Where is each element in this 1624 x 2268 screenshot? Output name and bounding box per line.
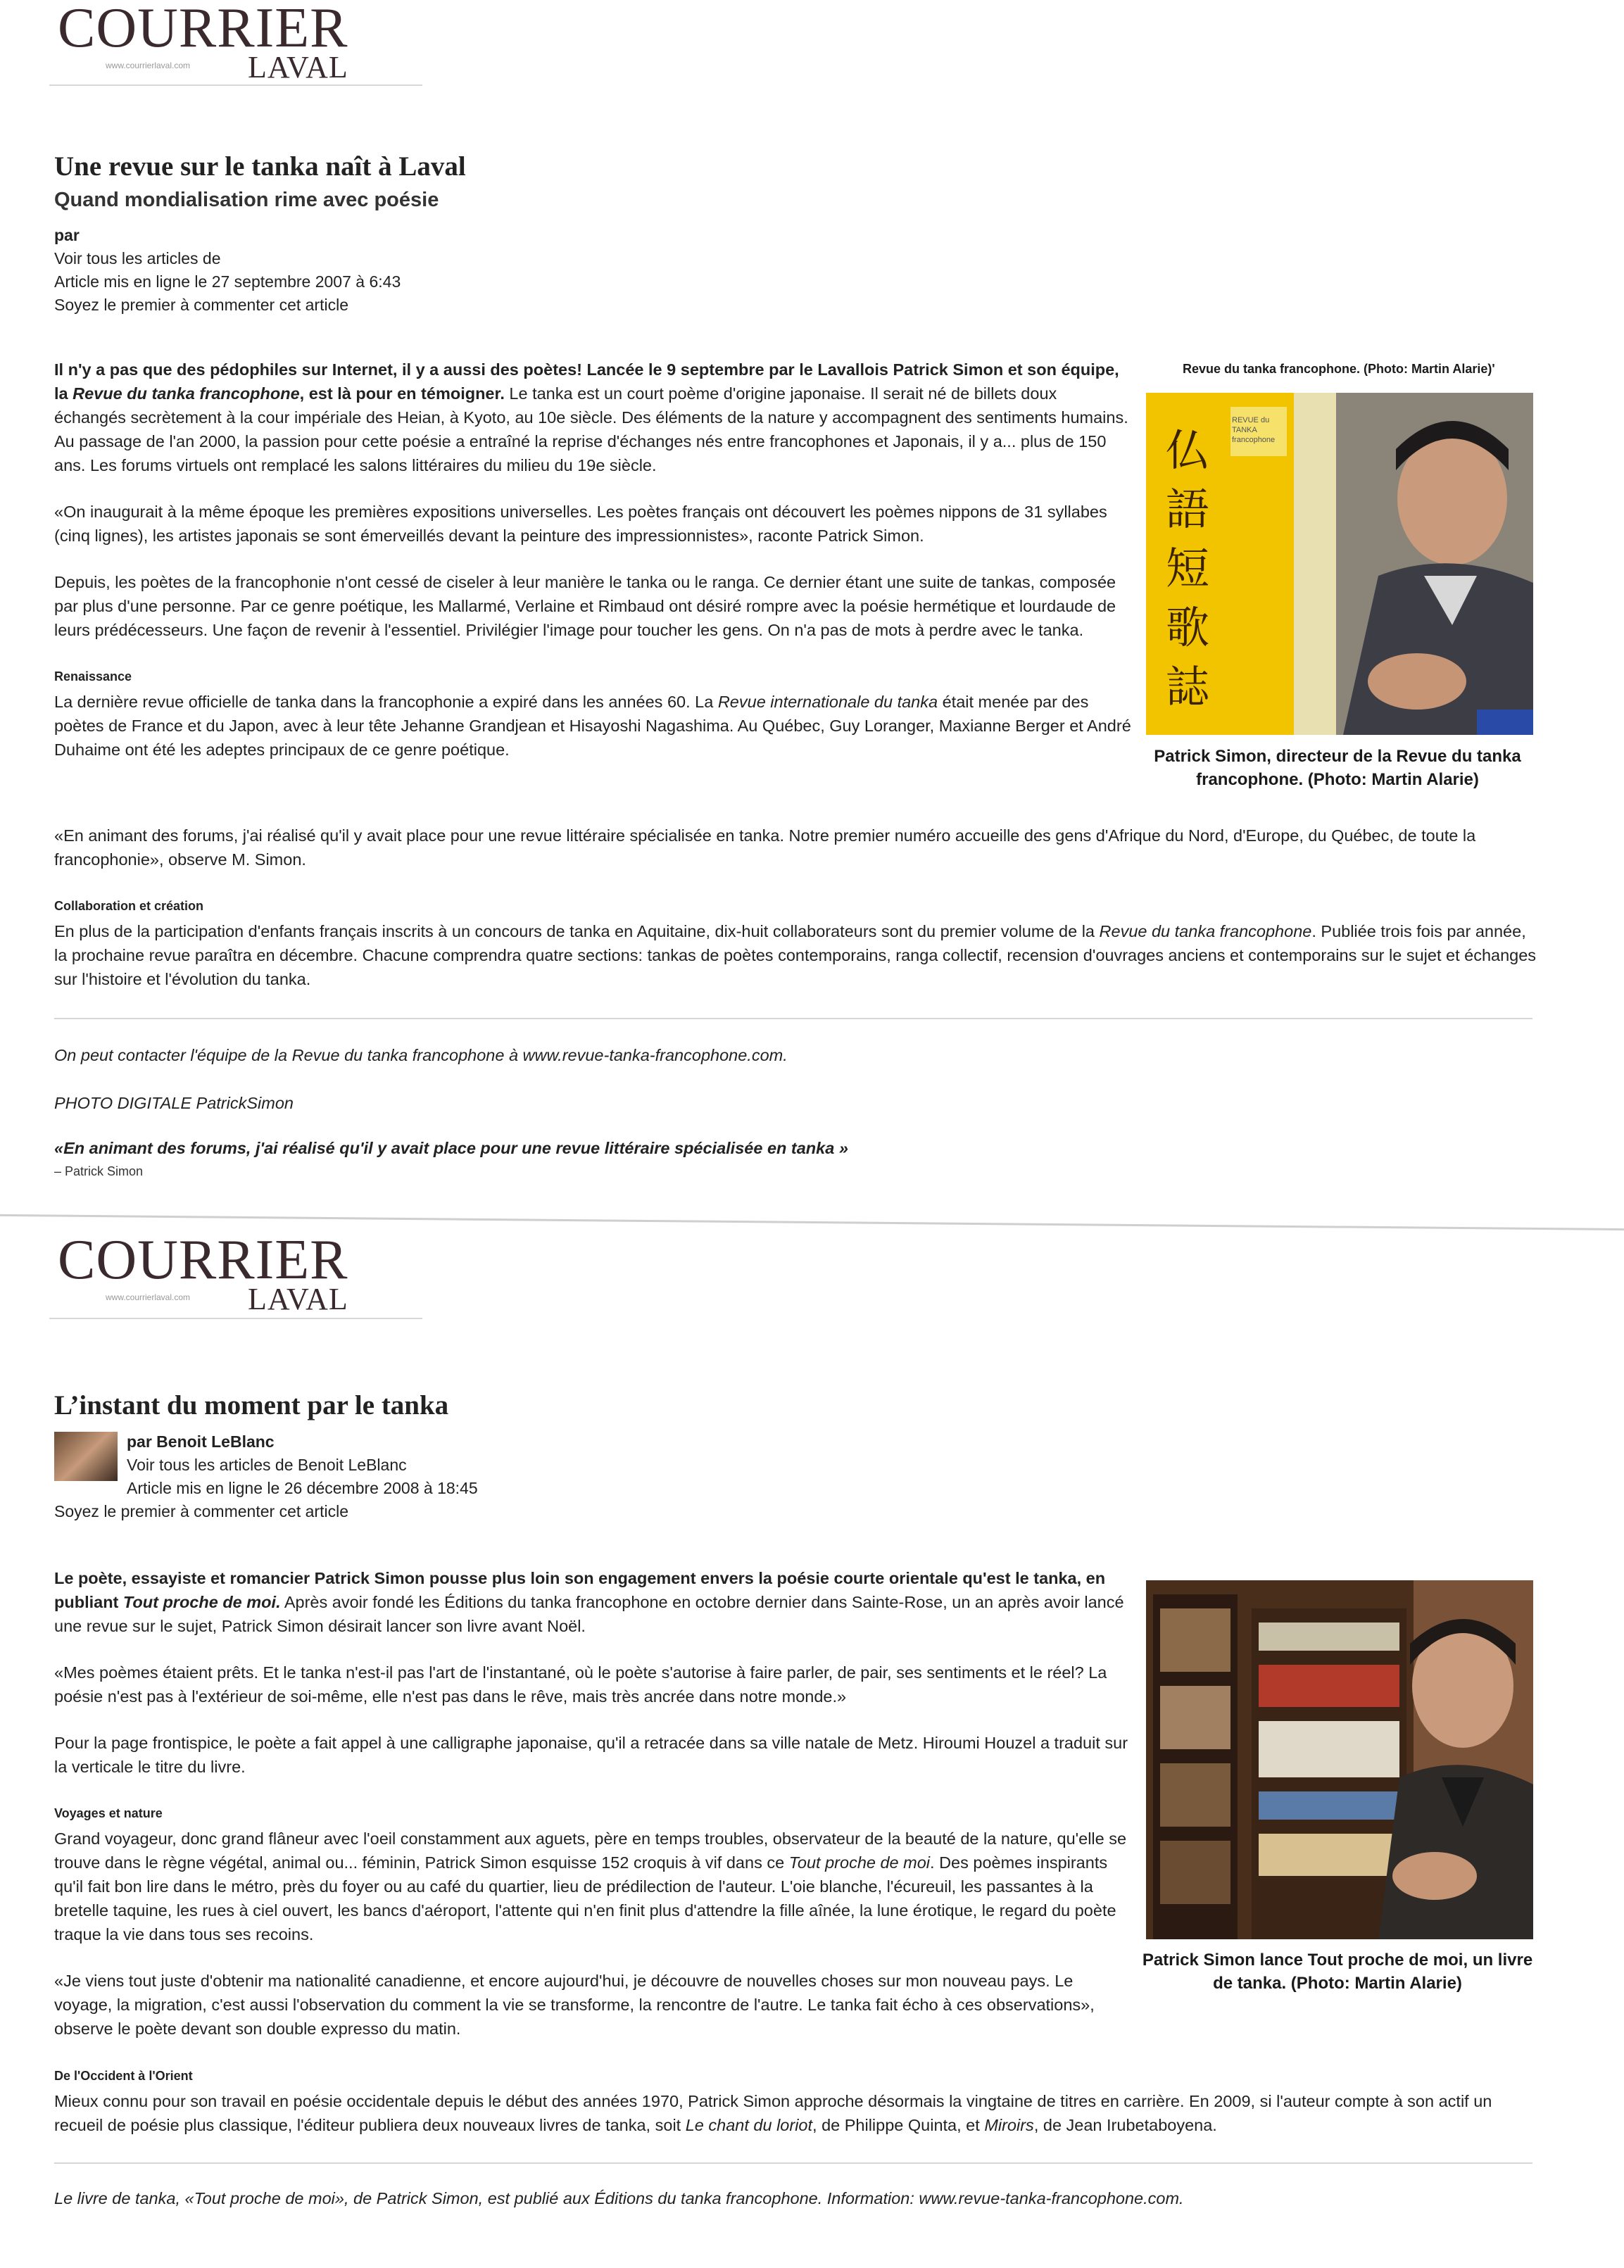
photo-caption: Patrick Simon lance Tout proche de moi, un livre de tanka. (Photo: Martin Alarie)	[1142, 1951, 1533, 1993]
byline	[54, 224, 401, 317]
lead-text: Le poète, essayiste et romancier Patrick Simon pousse plus loin son engagement envers la poésie courte orientale qu'est le tanka, en publiant	[54, 1569, 1106, 1611]
paragraph	[54, 894, 1540, 991]
logo-name: COURRIER	[58, 0, 348, 59]
paragraph: Pour la page frontispice, le poète a fait appel à une calligraphe japonaise, qu'il a retracée dans sa ville natale de Metz. Hiroumi Houzel a traduit sur la verticale le titre du livre.	[54, 1734, 1128, 1776]
article-2	[0, 1229, 1624, 2268]
posted-date: Article mis en ligne le 26 décembre 2008 à 18:45	[127, 1479, 478, 1497]
book-title: Miroirs	[984, 2116, 1034, 2134]
section-heading: De l'Occident à l'Orient	[54, 2069, 193, 2083]
paragraph	[54, 2064, 1540, 2137]
comment-link[interactable]: Soyez le premier à commenter cet article	[54, 1502, 348, 1520]
contact-note: On peut contacter l'équipe de la Revue du tanka francophone à www.revue-tanka-francophone.com.	[54, 1046, 788, 1064]
logo-city: LAVAL	[248, 50, 348, 84]
paragraph: «Je viens tout juste d'obtenir ma nationalité canadienne, et encore aujourd'hui, je découvre de nouvelles choses sur mon nouveau pays. Le voyage, la migration, c'est aussi l'observation du comment la vie se transforme, la rencontre de l'autre. Le tanka fait écho à ces observations», observe le poète devant son double expresso du matin.	[54, 1972, 1095, 2038]
byline	[127, 1430, 478, 1500]
paragraph-text: Après avoir fondé les Éditions du tanka francophone en octobre dernier dans Sainte-Rose, un an après avoir lancé une revue sur le sujet, Patrick Simon désirait lancer son livre avant Noël.	[54, 1593, 1124, 1635]
paragraph-text: Mieux connu pour son travail en poésie occidentale depuis le début des années 1970, Patrick Simon approche désormais la vingtaine de titres en carrière. En 2009, si l'auteur compte à son actif un recueil de poésie plus classique, l'éditeur publiera deux nouveaux livres de tanka, soit	[54, 2092, 1492, 2134]
divider	[54, 2162, 1532, 2164]
logo-url: www.courrierlaval.com	[106, 1292, 191, 1302]
byline-by: par	[54, 226, 80, 244]
comment-link[interactable]: Soyez le premier à commenter cet article	[54, 296, 348, 314]
all-articles-link[interactable]: Voir tous les articles de Benoit LeBlanc	[127, 1456, 407, 1474]
section-heading: Collaboration et création	[54, 899, 204, 913]
paragraph-text: , de Jean Irubetaboyena.	[1033, 2116, 1217, 2134]
author-avatar	[54, 1432, 118, 1481]
logo-divider	[49, 84, 422, 86]
book-info-note: Le livre de tanka, «Tout proche de moi», de Patrick Simon, est publié aux Éditions du tanka francophone. Information: www.revue-tanka-francophone.com.	[54, 2189, 1184, 2207]
paragraph	[54, 664, 1131, 762]
lead-title: Revue du tanka francophone	[73, 384, 300, 403]
paragraph-text: était menée par des poètes de France et du Japon, avec à leur tête Jehanne Grandjean et Hisayoshi Nagashima. Au Québec, Guy Loranger, Maxianne Berger et André Duhaime ont été les adeptes principaux de ce genre poétique.	[54, 693, 1131, 759]
photo-credit: PHOTO DIGITALE PatrickSimon	[54, 1094, 294, 1112]
article-body-bottom	[54, 824, 1540, 1014]
photo-caption: Patrick Simon, directeur de la Revue du tanka francophone. (Photo: Martin Alarie)	[1154, 747, 1521, 789]
review-title: Revue internationale du tanka	[717, 693, 938, 711]
paragraph-text: Le tanka est un court poème d'origine japonaise. Il serait né de billets doux échangés secrètement à la cour impériale des Heian, à Kyoto, au 10e siècle. Des éléments de la nature y accompagnent des sentiments humains. Au passage de l'an 2000, la passion pour cette poésie a entraîné la reprise d'échanges nés entre francophones et Japonais, il y a... plus de 150 ans. Les forums virtuels ont remplacé les salons littéraires du milieu du 19e siècle.	[54, 384, 1128, 474]
paragraph-text: En plus de la participation d'enfants français inscrits à un concours de tanka en Aquitaine, dix-huit collaborateurs sont du premier volume de la	[54, 922, 1100, 940]
all-articles-link[interactable]: Voir tous les articles de	[54, 249, 221, 267]
article-subtitle: Quand mondialisation rime avec poésie	[54, 189, 439, 211]
paragraph-text: La dernière revue officielle de tanka dans la francophonie a expiré dans les années 60. La	[54, 693, 718, 711]
article-title: Une revue sur le tanka naît à Laval	[54, 151, 466, 182]
pull-quote-author: – Patrick Simon	[54, 1164, 144, 1178]
photo-patrick-simon-book	[1146, 393, 1533, 735]
book-cover-text: REVUE du TANKA francophone	[1232, 416, 1276, 444]
photo-patrick-simon-bookstore	[1146, 1580, 1533, 1939]
paragraph	[54, 358, 1131, 477]
paragraph: «En animant des forums, j'ai réalisé qu'il y avait place pour une revue littéraire spécialisée en tanka. Notre premier numéro accueille des gens d'Afrique du Nord, d'Europe, du Québec, de toute la francophonie», observe M. Simon.	[54, 826, 1476, 869]
pull-quote: «En animant des forums, j'ai réalisé qu'il y avait place pour une revue littéraire spécialisée en tanka »	[54, 1139, 848, 1157]
paragraph: Depuis, les poètes de la francophonie n'ont cessé de ciseler à leur manière le tanka ou le ranga. Ce dernier étant une suite de tankas, composée par plus d'une personne. Par ce genre poétique, les Mallarmé, Verlaine et Rimbaud ont désiré rompre avec la poésie hermétique et lourdaude de leurs prédécesseurs. Une façon de revenir à l'essentiel. Privilégier l'image pour toucher les gens. On n'a pas de mots à perdre avec le tanka.	[54, 573, 1116, 639]
book-title: Le chant du loriot	[685, 2116, 813, 2134]
article-body-top	[54, 1566, 1131, 2063]
logo-name: COURRIER	[58, 1229, 348, 1291]
logo-divider	[49, 1318, 422, 1319]
paragraph-text: Grand voyageur, donc grand flâneur avec l'oeil constamment aux aguets, père en temps troubles, observateur de la beauté de la nature, qu'elle se trouve dans le règne végétal, animal ou... féminin, Patrick Simon esquisse 152 croquis à vif dans ce	[54, 1829, 1127, 1872]
paragraph: «On inaugurait à la même époque les premières expositions universelles. Les poètes français ont découvert les poèmes nippons de 31 syllabes (cinq lignes), les artistes japonais se sont émerveillés devant la peinture des impressionnistes», raconte Patrick Simon.	[54, 503, 1107, 545]
page-divider	[0, 1214, 1624, 1230]
section-heading: Voyages et nature	[54, 1806, 163, 1820]
posted-date: Article mis en ligne le 27 septembre 2007 à 6:43	[54, 272, 401, 291]
paragraph	[54, 1566, 1131, 1638]
book-title: Tout proche de moi	[788, 1853, 931, 1872]
paragraph: «Mes poèmes étaient prêts. Et le tanka n'est-il pas l'art de l'instantané, où le poète s'autorise à faire parler, de pair, ses sentiments et le réel? La poésie n'est pas à l'extérieur de soi-même, elle n'est pas dans le rêve, mais très ancrée dans notre monde.»	[54, 1663, 1107, 1706]
lead-text: , est là pour en témoigner.	[299, 384, 505, 403]
book-kanji: 仏語短歌誌	[1166, 424, 1210, 712]
courrier-laval-logo[interactable]	[58, 0, 353, 84]
paragraph-text: . Publiée trois fois par année, la prochaine revue paraîtra en décembre. Chacune comprendra quatre sections: tankas de poètes contemporains, ranga collectif, recension d'ouvrages anciens et contemporains sur le sujet et échanges sur l'histoire et l'évolution du tanka.	[54, 922, 1537, 988]
lead-title: Tout proche de moi.	[122, 1593, 281, 1611]
lead-text: Il n'y a pas que des pédophiles sur Internet, il y a aussi des poètes! Lancée le 9 septembre par le Lavallois Patrick Simon et son équipe, la	[54, 360, 1119, 403]
photo-illustration	[1146, 1580, 1533, 1939]
article-body-top	[54, 358, 1131, 784]
paragraph-text: , de Philippe Quinta, et	[812, 2116, 985, 2134]
paragraph-text: . Des poèmes inspirants qu'il fait bon lire dans le métro, près du foyer ou au café du quartier, lieu de prédilection de l'auteur. L'oie blanche, l'écureuil, les passantes à la bretelle taquine, les rues à ciel ouvert, les bancs d'aéroport, l'attente qui n'en finit plus d'attendre la fille aînée, la lune érotique, le regard du poète traque la vie dans tous ses recoins.	[54, 1853, 1116, 1943]
review-title: Revue du tanka francophone	[1099, 922, 1312, 940]
photo-top-caption: Revue du tanka francophone. (Photo: Martin Alarie)'	[1183, 362, 1495, 376]
article-title: L’instant du moment par le tanka	[54, 1390, 449, 1420]
paragraph	[54, 1801, 1131, 1946]
logo-city: LAVAL	[248, 1282, 348, 1316]
divider	[54, 1018, 1532, 1019]
section-heading: Renaissance	[54, 669, 132, 683]
logo-url: www.courrierlaval.com	[106, 61, 191, 70]
byline-author[interactable]: par Benoit LeBlanc	[127, 1432, 275, 1451]
courrier-laval-logo[interactable]	[58, 1229, 353, 1316]
article-body-bottom	[54, 2064, 1540, 2160]
